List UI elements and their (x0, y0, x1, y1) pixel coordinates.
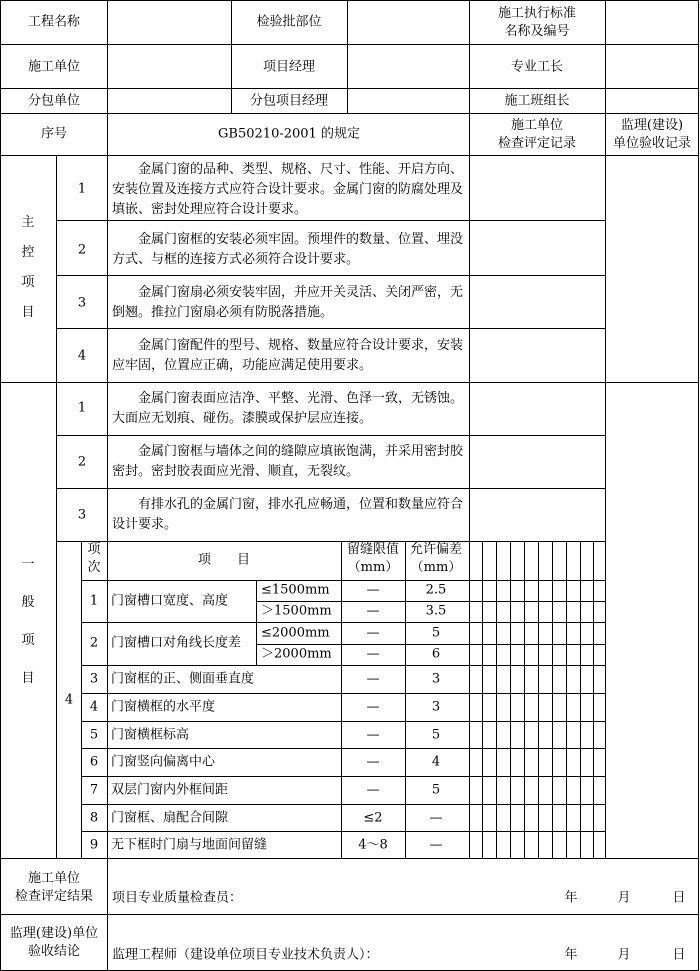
date-year: 年 (564, 890, 578, 906)
sub-row-no: 8 (89, 810, 99, 826)
sub-row-no: 9 (89, 837, 99, 853)
general-item-no: 1 (77, 400, 87, 416)
main-control-char: 项 (21, 275, 35, 290)
sub-row-gap: — (366, 727, 380, 743)
general-item-text: 金属门窗框与墙体之间的缝隙应填嵌饱满，并采用密封胶密封。密封胶表面应光滑、顺直，无裂纹。 (112, 444, 464, 479)
sub-row-item: 门窗框、扇配合间隙 (111, 810, 229, 826)
general-item-no: 2 (77, 454, 87, 470)
general-item-text: 金属门窗表面应洁净、平整、光滑、色泽一致，无锈蚀。大面应无划痕、碰伤。漆膜或保护层应连接。 (112, 391, 464, 426)
seq-header: 序号 (40, 126, 68, 142)
sub-row-no: 3 (89, 671, 99, 687)
sub-row-no: 5 (89, 727, 99, 743)
sub-row-gap: — (366, 782, 380, 798)
sub-row-dev: 3 (431, 671, 441, 687)
date-year: 年 (564, 947, 578, 963)
team-leader-label: 施工班组长 (504, 93, 570, 109)
sub-row-item: 门窗横框标高 (111, 727, 190, 743)
construction-unit-label: 施工单位 (27, 59, 81, 75)
inspector-signature-label: 项目专业质量检查员： (112, 890, 243, 906)
subcontractor-label: 分包单位 (27, 93, 81, 109)
sub-row-item: 无下框时门扇与地面间留缝 (111, 837, 268, 853)
main-item-no: 4 (77, 348, 87, 364)
sub-row-no: 7 (89, 782, 99, 798)
main-item-text: 金属门窗扇必须安装牢固，并应开关灵活、关闭严密，无倒翘。推拉门窗扇必须有防脱落措施。 (112, 285, 464, 320)
sub-seq-header-line2: 次 (87, 560, 101, 575)
sub-row-gap: — (366, 671, 380, 687)
date-day: 日 (672, 947, 686, 963)
sub-row-dev: 3.5 (425, 603, 447, 619)
sub-row-item: 门窗框的正、侧面垂直度 (111, 671, 255, 687)
sub-row-cond: ≤2000mm (261, 625, 330, 641)
sub-row-item: 门窗槽口对角线长度差 (111, 635, 242, 651)
conclusion-label-line2: 验收结论 (27, 944, 81, 959)
conclusion-label-line1: 监理(建设)单位 (9, 926, 99, 941)
main-control-label (18, 208, 38, 328)
sub-row-item: 双层门窗内外框间距 (111, 782, 229, 798)
main-item-no: 3 (77, 295, 87, 311)
sub-row-gap: — (366, 754, 380, 770)
sub-row-gap: ≤2 (363, 810, 383, 826)
main-item-no: 2 (77, 242, 87, 258)
foreman-label: 专业工长 (510, 59, 564, 75)
project-manager-label: 项目经理 (262, 59, 316, 75)
main-control-char: 目 (21, 305, 35, 320)
sub-row-item: 门窗横框的水平度 (111, 699, 216, 715)
main-control-char: 控 (21, 245, 35, 260)
check-record-header-line2: 检查评定记录 (497, 136, 577, 151)
general-char: 般 (21, 595, 35, 610)
spec-header: GB50210-2001 的规定 (218, 126, 360, 142)
date-month: 月 (617, 947, 631, 963)
sub-row-dev: 2.5 (425, 582, 447, 598)
sub-row-dev: 5 (431, 625, 441, 641)
check-result-label-line2: 检查评定结果 (14, 889, 94, 904)
sub-gap-header-line1: 留缝限值 (346, 542, 400, 557)
sub-row-gap: — (366, 646, 380, 662)
sub-row-dev: — (429, 837, 443, 853)
sub-row-cond: ＞2000mm (261, 646, 332, 662)
sub-item-header: 项 目 (197, 552, 251, 568)
sub-row-dev: — (429, 810, 443, 826)
sub-row-dev: 5 (431, 782, 441, 798)
general-item-text: 有排水孔的金属门窗，排水孔应畅通，位置和数量应符合设计要求。 (112, 497, 464, 532)
sub-row-cond: ≤1500mm (261, 582, 330, 598)
general-label (18, 546, 38, 698)
sub-row-no: 4 (89, 699, 99, 715)
inspection-lot-label: 检验批部位 (256, 14, 322, 30)
main-item-text: 金属门窗配件的型号、规格、数量应符合设计要求，安装应牢固，位置应正确，功能应满足使用要求。 (112, 338, 464, 373)
sub-row-no: 6 (89, 754, 99, 770)
date-month: 月 (617, 890, 631, 906)
general-char: 项 (21, 633, 35, 648)
sub-pm-label: 分包项目经理 (249, 93, 329, 109)
main-item-text: 金属门窗的品种、类型、规格、尺寸、性能、开启方向、安装位置及连接方式应符合设计要求。金属门窗的防腐处理及填嵌、密封处理应符合设计要求。 (112, 162, 464, 217)
sub-dev-header-line2: （mm） (410, 560, 462, 575)
general-item4-no: 4 (64, 692, 74, 708)
acceptance-header-line2: 单位验收记录 (612, 136, 692, 151)
standard-label-line2: 名称及编号 (504, 24, 570, 39)
sub-row-gap: 4～8 (358, 837, 388, 853)
main-item-text: 金属门窗框的安装必须牢固。预埋件的数量、位置、埋没方式、与框的连接方式必须符合设计要求。 (112, 232, 464, 267)
sub-row-no: 2 (89, 635, 99, 651)
sub-row-dev: 3 (431, 699, 441, 715)
sub-gap-header-line2: （mm） (347, 560, 399, 575)
sub-row-gap: — (366, 603, 380, 619)
general-char: 目 (21, 671, 35, 686)
sub-row-item: 门窗槽口宽度、高度 (111, 593, 229, 609)
general-char: 一 (21, 557, 35, 572)
sub-row-gap: — (366, 625, 380, 641)
sub-row-dev: 4 (431, 754, 441, 770)
sub-row-dev: 6 (431, 646, 441, 662)
date-day: 日 (672, 890, 686, 906)
check-record-header-line1: 施工单位 (510, 118, 564, 133)
sub-dev-header-line1: 允许偏差 (409, 542, 463, 557)
sub-row-cond: ＞1500mm (261, 603, 332, 619)
general-item-no: 3 (77, 507, 87, 523)
project-name-label: 工程名称 (27, 14, 81, 30)
sub-row-no: 1 (89, 593, 99, 609)
sub-row-gap: — (366, 582, 380, 598)
sub-seq-header-line1: 项 (87, 542, 101, 557)
standard-label-line1: 施工执行标准 (497, 6, 577, 21)
main-control-char: 主 (21, 215, 35, 230)
sub-row-item: 门窗竖向偏离中心 (111, 754, 216, 770)
engineer-signature-label: 监理工程师（建设单位项目专业技术负责人）： (112, 947, 379, 963)
acceptance-header-line1: 监理(建设) (620, 118, 684, 133)
check-result-label-line1: 施工单位 (27, 871, 81, 886)
sub-row-dev: 5 (431, 727, 441, 743)
main-item-no: 1 (77, 181, 87, 197)
sub-row-gap: — (366, 699, 380, 715)
